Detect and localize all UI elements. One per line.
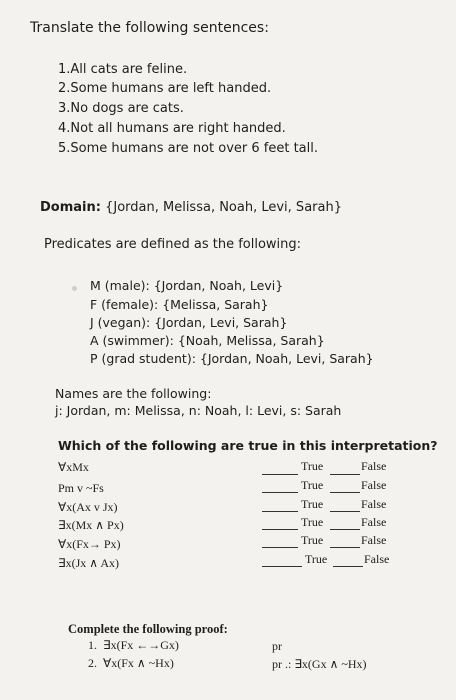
false-option[interactable]: False bbox=[361, 459, 387, 473]
answer-blank[interactable] bbox=[330, 511, 360, 512]
predicate-item: F (female): {Melissa, Sarah} bbox=[90, 297, 269, 312]
predicates-heading: Predicates are defined as the following: bbox=[44, 237, 302, 252]
predicate-item: M (male): {Jordan, Noah, Levi} bbox=[90, 278, 284, 293]
answer-blank[interactable] bbox=[330, 474, 360, 475]
domain-line: Domain: {Jordan, Melissa, Noah, Levi, Sarah} bbox=[40, 200, 342, 215]
question-heading: Which of the following are true in this interpretation? bbox=[58, 438, 438, 453]
answer-blank[interactable] bbox=[262, 511, 298, 512]
answer-blank[interactable] bbox=[330, 547, 360, 548]
answer-blank[interactable] bbox=[330, 529, 360, 530]
true-option[interactable]: True bbox=[301, 497, 324, 511]
predicate-item: P (grad student): {Jordan, Noah, Levi, Sarah} bbox=[90, 351, 374, 366]
names-heading: Names are the following: bbox=[55, 386, 212, 401]
answer-blank[interactable] bbox=[262, 547, 298, 548]
proof-line: 1. ∃x(Fx ←→Gx) bbox=[88, 638, 179, 652]
false-option[interactable]: False bbox=[361, 533, 387, 547]
list-item: 3.No dogs are cats. bbox=[58, 101, 184, 116]
statement-formula: ∃x(Mx ∧ Px) bbox=[58, 518, 124, 532]
names-list: j: Jordan, m: Melissa, n: Noah, l: Levi, s: Sarah bbox=[55, 403, 342, 418]
statement-formula: Pm v ~Fs bbox=[58, 481, 104, 495]
predicate-item: J (vegan): {Jordan, Levi, Sarah} bbox=[90, 315, 288, 330]
false-option[interactable]: False bbox=[361, 497, 387, 511]
answer-blank[interactable] bbox=[262, 566, 302, 567]
list-item: 4.Not all humans are right handed. bbox=[58, 121, 286, 136]
statement-formula: ∀x(Fx→ Px) bbox=[58, 537, 121, 551]
answer-blank[interactable] bbox=[262, 474, 298, 475]
statement-formula: ∀xMx bbox=[58, 460, 89, 474]
statement-formula: ∀x(Ax v Jx) bbox=[58, 500, 118, 514]
false-option[interactable]: False bbox=[361, 478, 387, 492]
proof-justification: pr bbox=[272, 639, 282, 653]
answer-blank[interactable] bbox=[330, 492, 360, 493]
proof-justification: pr .: ∃x(Gx ∧ ~Hx) bbox=[272, 657, 367, 671]
list-item: 1.All cats are feline. bbox=[58, 62, 188, 77]
predicate-item: A (swimmer): {Noah, Melissa, Sarah} bbox=[90, 333, 325, 348]
true-option[interactable]: True bbox=[301, 478, 324, 492]
true-option[interactable]: True bbox=[301, 533, 324, 547]
false-option[interactable]: False bbox=[364, 552, 390, 566]
false-option[interactable]: False bbox=[361, 515, 387, 529]
proof-line: 2. ∀x(Fx ∧ ~Hx) bbox=[88, 656, 174, 670]
page-title: Translate the following sentences: bbox=[30, 20, 269, 36]
true-option[interactable]: True bbox=[305, 552, 328, 566]
list-item: 5.Some humans are not over 6 feet tall. bbox=[58, 141, 318, 156]
proof-heading: Complete the following proof: bbox=[68, 622, 228, 636]
answer-blank[interactable] bbox=[333, 566, 363, 567]
scan-artifact-dot bbox=[72, 286, 77, 291]
list-item: 2.Some humans are left handed. bbox=[58, 81, 272, 96]
statement-formula: ∃x(Jx ∧ Ax) bbox=[58, 556, 120, 570]
answer-blank[interactable] bbox=[262, 492, 298, 493]
answer-blank[interactable] bbox=[262, 529, 298, 530]
true-option[interactable]: True bbox=[301, 515, 324, 529]
true-option[interactable]: True bbox=[301, 459, 324, 473]
